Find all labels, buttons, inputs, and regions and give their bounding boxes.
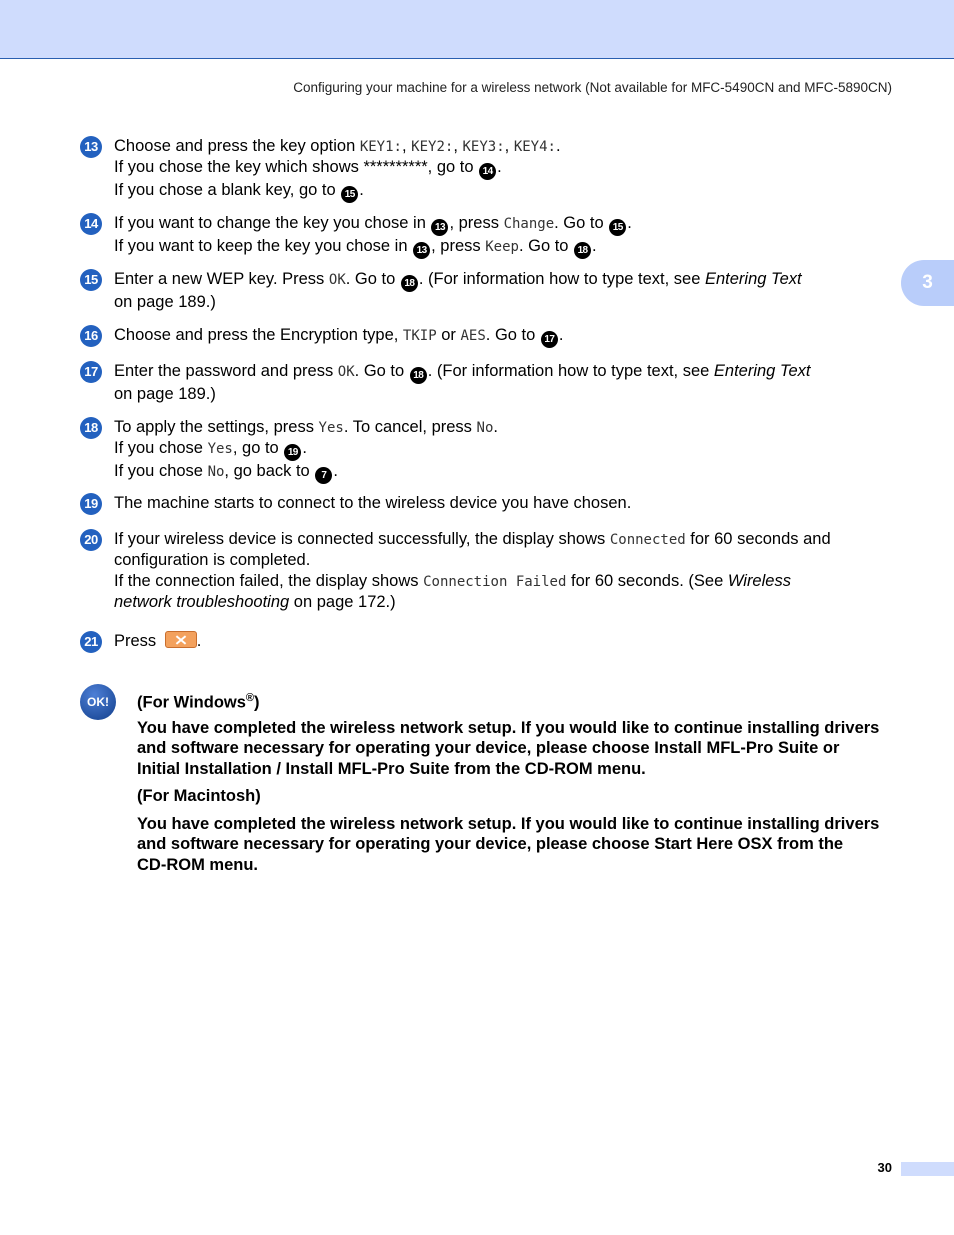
step-text xyxy=(114,325,880,348)
instruction-line: Initial Installation / Install MFL-Pro Suite from the CD-ROM menu. xyxy=(137,759,646,778)
step-reference: 18 xyxy=(410,367,427,384)
step-line xyxy=(114,292,880,312)
text-run: , go back to xyxy=(224,462,315,481)
lcd-message: Yes xyxy=(207,441,233,458)
windows-heading xyxy=(137,688,897,713)
mac-heading: (For Macintosh) xyxy=(137,787,261,805)
step-reference: 18 xyxy=(401,275,418,292)
footer-bar xyxy=(901,1162,954,1176)
cross-reference: network troubleshooting xyxy=(114,592,290,611)
step-number: 13 xyxy=(80,136,102,158)
lcd-message: Change xyxy=(503,216,555,232)
text-run: , press xyxy=(449,214,504,232)
text-run: The machine starts to connect to the wireless device you have chosen. xyxy=(114,494,632,512)
step-reference: 17 xyxy=(541,331,558,348)
step-reference: 14 xyxy=(479,163,496,180)
text-run: for 60 seconds and xyxy=(685,530,831,548)
text-run: . xyxy=(302,439,307,458)
text-run: , press xyxy=(431,237,486,255)
step-line xyxy=(114,631,880,651)
step-14 xyxy=(80,213,880,259)
text-run: If you chose xyxy=(114,462,208,481)
step-17 xyxy=(80,361,880,404)
step-reference: 19 xyxy=(284,444,301,461)
lcd-message: KEY4: xyxy=(513,139,556,155)
step-text xyxy=(114,417,880,484)
text-run: . Go to xyxy=(345,270,400,288)
step-reference: 15 xyxy=(341,186,358,203)
text-run: . xyxy=(555,137,561,155)
lcd-message: OK xyxy=(328,272,346,288)
text-run: . xyxy=(592,237,597,255)
lcd-message: KEY2: xyxy=(411,139,454,155)
lcd-message: TKIP xyxy=(402,328,437,344)
step-text xyxy=(114,631,880,651)
lcd-message: Yes xyxy=(318,420,344,436)
instruction-line: CD-ROM menu. xyxy=(137,855,258,874)
step-reference: 18 xyxy=(574,242,591,259)
text-run: To apply the settings, press xyxy=(114,418,319,436)
header-band xyxy=(0,0,954,59)
text-run: . xyxy=(196,632,202,650)
step-line xyxy=(114,438,880,461)
text-run: . xyxy=(558,326,564,344)
text-run: If the connection failed, the display shows xyxy=(114,571,424,590)
instruction-line: and software necessary for operating your device, please choose Install MFL-Pro Suite or xyxy=(137,739,840,758)
step-text xyxy=(114,361,880,404)
step-text xyxy=(114,269,880,312)
text-run: Enter a new WEP key. Press xyxy=(114,270,329,288)
lcd-message: KEY1: xyxy=(359,139,402,155)
lcd-message: Keep xyxy=(485,239,519,255)
mac-instructions xyxy=(137,814,897,875)
chapter-tab: 3 xyxy=(901,260,954,306)
step-line xyxy=(114,325,880,348)
lcd-message: No xyxy=(476,420,494,436)
step-reference: 13 xyxy=(413,242,430,259)
step-line xyxy=(114,571,880,592)
text-run: on page 189.) xyxy=(114,385,216,403)
ok-icon: OK! xyxy=(80,684,116,720)
step-line xyxy=(114,157,880,180)
step-16 xyxy=(80,325,880,348)
step-number: 21 xyxy=(80,631,102,653)
text-run: . xyxy=(493,418,498,436)
text-run: configuration is completed. xyxy=(114,551,311,570)
stop-exit-key-icon xyxy=(165,631,197,648)
lcd-message: KEY3: xyxy=(462,139,505,155)
step-line xyxy=(114,236,880,259)
text-run: . Go to xyxy=(354,362,409,380)
step-line xyxy=(114,417,880,438)
step-text xyxy=(114,493,880,513)
windows-heading-text: (For Windows xyxy=(137,693,246,712)
step-number: 18 xyxy=(80,417,102,439)
step-number: 17 xyxy=(80,361,102,383)
text-run: . Go to xyxy=(518,237,574,255)
text-run: . xyxy=(359,181,364,200)
text-run: If you want to keep the key you chose in xyxy=(114,237,413,255)
step-reference: 7 xyxy=(315,467,332,484)
text-run: If you chose a blank key, go to xyxy=(114,181,341,200)
text-run: or xyxy=(436,326,461,344)
cross-reference: Entering Text xyxy=(713,362,811,380)
text-run: , go to xyxy=(232,439,284,458)
text-run: . To cancel, press xyxy=(343,418,477,436)
step-reference: 13 xyxy=(431,219,448,236)
text-run: on page 172.) xyxy=(289,592,396,611)
lcd-message: OK xyxy=(337,364,355,380)
text-run: If you chose xyxy=(114,439,208,458)
text-run: Choose and press the key option xyxy=(114,137,360,155)
step-reference: 15 xyxy=(609,219,626,236)
step-line xyxy=(114,361,880,384)
cross-reference: Wireless xyxy=(727,571,791,590)
text-run: . (For information how to type text, see xyxy=(418,270,705,288)
text-run: Enter the password and press xyxy=(114,362,338,380)
step-line xyxy=(114,269,880,292)
step-line xyxy=(114,592,880,612)
running-header: Configuring your machine for a wireless network (Not available for MFC-5490CN and MFC-5890CN) xyxy=(293,80,892,95)
step-19 xyxy=(80,493,880,513)
instruction-line: You have completed the wireless network setup. If you would like to continue installing drivers xyxy=(137,719,880,737)
text-run: Choose and press the Encryption type, xyxy=(114,326,403,344)
step-text xyxy=(114,213,880,259)
text-run: on page 189.) xyxy=(114,293,216,311)
step-21 xyxy=(80,631,880,651)
instruction-line: and software necessary for operating your device, please choose Start Here OSX from the xyxy=(137,835,844,854)
step-text xyxy=(114,136,880,203)
step-13 xyxy=(80,136,880,203)
text-run: , xyxy=(504,137,514,155)
lcd-message: Connection Failed xyxy=(423,573,567,590)
step-number: 15 xyxy=(80,269,102,291)
step-15 xyxy=(80,269,880,312)
step-line xyxy=(114,384,880,404)
step-text xyxy=(114,529,880,612)
step-line xyxy=(114,550,880,570)
text-run: If your wireless device is connected successfully, the display shows xyxy=(114,530,610,548)
text-run: If you want to change the key you chose in xyxy=(114,214,431,232)
text-run: . xyxy=(497,158,502,177)
step-line xyxy=(114,213,880,236)
registered-mark: ® xyxy=(245,692,255,704)
lcd-message: No xyxy=(207,464,225,481)
step-line xyxy=(114,136,880,157)
lcd-message: AES xyxy=(460,328,486,344)
text-run: . xyxy=(627,214,632,232)
text-run: . (For information how to type text, see xyxy=(427,362,714,380)
text-run: , xyxy=(453,137,463,155)
step-line xyxy=(114,180,880,203)
step-number: 20 xyxy=(80,529,102,551)
step-line xyxy=(114,493,880,513)
step-number: 19 xyxy=(80,493,102,515)
step-line xyxy=(114,461,880,484)
step-number: 16 xyxy=(80,325,102,347)
step-line xyxy=(114,529,880,550)
instruction-line: You have completed the wireless network setup. If you would like to continue installing drivers xyxy=(137,815,880,833)
text-run: Press xyxy=(114,632,161,650)
lcd-message: Connected xyxy=(609,532,686,548)
text-run: If you chose the key which shows **********, go to xyxy=(114,158,479,177)
step-number: 14 xyxy=(80,213,102,235)
text-run: . Go to xyxy=(554,214,609,232)
text-run: , xyxy=(401,137,412,155)
windows-heading-close: ) xyxy=(254,693,260,712)
text-run: for 60 seconds. (See xyxy=(566,571,728,590)
text-run: . Go to xyxy=(485,326,540,344)
page-number: 30 xyxy=(877,1160,892,1175)
text-run: . xyxy=(333,462,338,481)
cross-reference: Entering Text xyxy=(704,270,802,288)
step-18 xyxy=(80,417,880,484)
windows-instructions xyxy=(137,718,897,779)
step-20 xyxy=(80,529,880,612)
